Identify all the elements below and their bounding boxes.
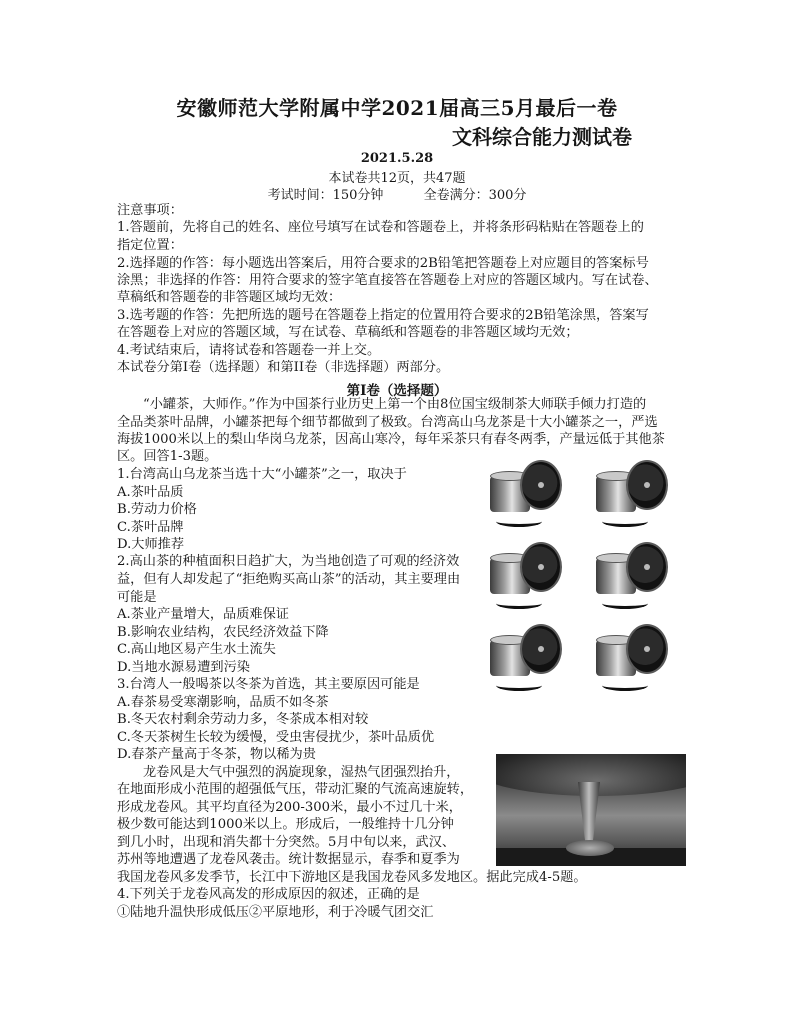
- passage-line: 全品类茶叶品牌，小罐茶把每个细节都做到了极致。台湾高山乌龙茶是十大小罐茶之一，严选: [117, 415, 658, 430]
- exam-time: 考试时间：150分钟: [267, 188, 384, 203]
- tea-tin: [586, 538, 676, 606]
- tea-tin: [480, 456, 570, 524]
- question-1-option: A.茶叶品质: [117, 485, 184, 500]
- passage-line: 极少数可能达到1000米以上。形成后，一般维持十几分钟: [117, 817, 454, 832]
- question-2-option: A.茶业产量增大，品质难保证: [117, 607, 289, 622]
- note-line: 草稿纸和答题卷的非答题区域均无效：: [117, 290, 342, 305]
- note-line: 3.选考题的作答：先把所选的题号在答题卷上指定的位置用符合要求的2B铅笔涂黑，答案写: [117, 308, 649, 323]
- tea-tins-photo: [480, 456, 680, 696]
- question-2-stem: 2.高山茶的种植面积日趋扩大，为当地创造了可观的经济效: [117, 554, 460, 569]
- passage-line: 苏州等地遭遇了龙卷风袭击。统计数据显示，春季和夏季为: [117, 852, 460, 867]
- exam-title-line1: 安徽师范大学附属中学2021届高三5月最后一卷: [176, 96, 618, 120]
- question-1-option: B.劳动力价格: [117, 502, 197, 517]
- tea-tin: [480, 620, 570, 688]
- question-2-option: B.影响农业结构，农民经济效益下降: [117, 625, 329, 640]
- passage-line: 龙卷风是大气中强烈的涡旋现象，湿热气团强烈抬升，: [143, 765, 460, 780]
- exam-score: 全卷满分：300分: [423, 188, 527, 203]
- question-1-stem: 1.台湾高山乌龙茶当选十大“小罐茶”之一，取决于: [117, 467, 407, 482]
- passage-line: 形成龙卷风。其平均直径为200-300米，最小不过几十米，: [117, 800, 462, 815]
- note-line: 2.选择题的作答：每小题选出答案后，用符合要求的2B铅笔把答题卷上对应题目的答案标号: [117, 256, 649, 271]
- tea-tin: [480, 538, 570, 606]
- exam-title-line2: 文科综合能力测试卷: [452, 125, 632, 149]
- note-line: 涂黑；非选择的作答：用符合要求的签字笔直接答在答题卷上对应的答题区域内。写在试卷、: [117, 273, 658, 288]
- tea-tin: [586, 620, 676, 688]
- passage-line: 在地面形成小范围的超强低气压，带动汇聚的气流高速旋转，: [117, 782, 474, 797]
- notes-heading: 注意事项：: [117, 203, 183, 218]
- exam-pages-info: 本试卷共12页，共47题: [328, 171, 466, 186]
- passage-line: 我国龙卷风多发季节，长江中下游地区是我国龙卷风多发地区。据此完成4-5题。: [117, 870, 587, 885]
- section-title: 第I卷（选择题）: [346, 383, 448, 399]
- question-3-option: C.冬天茶树生长较为缓慢，受虫害侵扰少，茶叶品质优: [117, 730, 435, 745]
- exam-time-score: [0, 184, 794, 203]
- note-line: 1.答题前，先将自己的姓名、座位号填写在试卷和答题卷上，并将条形码粘贴在答题卷上的: [117, 220, 644, 235]
- passage-line: 区。回答1-3题。: [117, 449, 218, 464]
- exam-date: 2021.5.28: [360, 151, 434, 166]
- note-line: 本试卷分第I卷（选择题）和第II卷（非选择题）两部分。: [117, 360, 450, 375]
- question-1-option: C.茶叶品牌: [117, 520, 184, 535]
- question-1-option: D.大师推荐: [117, 537, 185, 552]
- tea-tin: [586, 456, 676, 524]
- question-4-option: ①陆地升温快形成低压②平原地形，利于冷暖气团交汇: [117, 905, 434, 920]
- tornado-photo: [496, 754, 686, 866]
- note-line: 指定位置：: [117, 238, 183, 253]
- question-2-stem: 可能是: [117, 590, 157, 605]
- question-3-option: B.冬天农村剩余劳动力多，冬茶成本相对较: [117, 712, 369, 727]
- question-4-stem: 4.下列关于龙卷风高发的形成原因的叙述，正确的是: [117, 887, 420, 902]
- question-3-option: A.春茶易受寒潮影响，品质不如冬茶: [117, 695, 329, 710]
- question-3-stem: 3.台湾人一般喝茶以冬茶为首选，其主要原因可能是: [117, 677, 420, 692]
- dust-cloud: [566, 840, 614, 856]
- question-2-option: C.高山地区易产生水土流失: [117, 642, 276, 657]
- passage-line: “小罐茶，大师作。”作为中国茶行业历史上第一个由8位国宝级制茶大师联手倾力打造的: [143, 397, 647, 412]
- note-line: 在答题卷上对应的答题区域，写在试卷、草稿纸和答题卷的非答题区域均无效；: [117, 325, 579, 340]
- passage-line: 到几小时，出现和消失都十分突然。5月中旬以来，武汉、: [117, 835, 456, 850]
- note-line: 4.考试结束后，请将试卷和答题卷一并上交。: [117, 343, 381, 358]
- passage-line: 海拔1000米以上的梨山华岗乌龙茶，因高山寒冷，每年采茶只有春冬两季，产量远低于其他茶: [117, 432, 665, 447]
- question-3-option: D.春茶产量高于冬茶，物以稀为贵: [117, 747, 316, 762]
- question-2-stem: 益，但有人却发起了“拒绝购买高山茶”的活动，其主要理由: [117, 572, 461, 587]
- question-2-option: D.当地水源易遭到污染: [117, 660, 250, 675]
